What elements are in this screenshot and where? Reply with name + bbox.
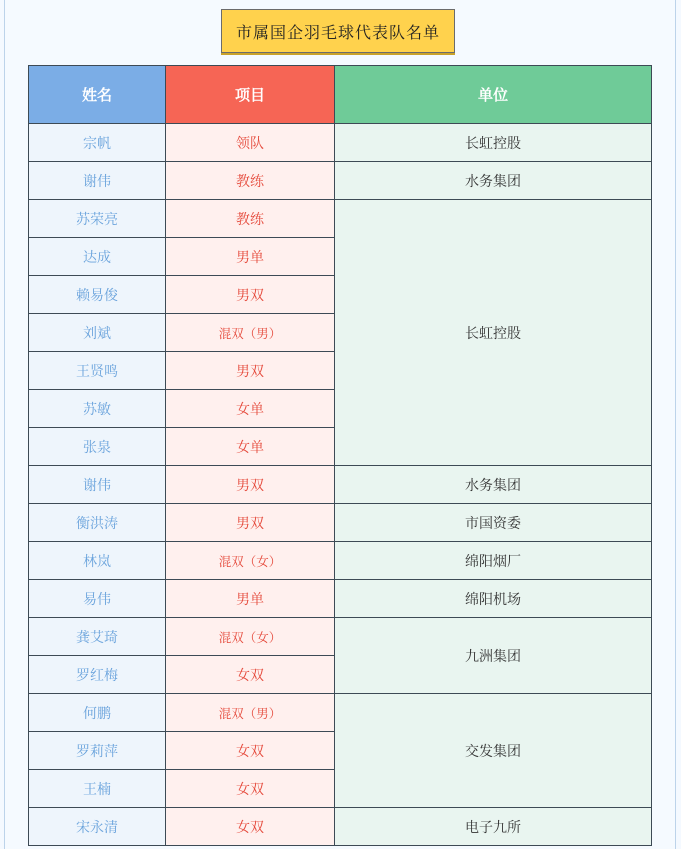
table-row xyxy=(29,162,652,200)
player-name: 张泉 xyxy=(29,428,166,466)
player-name: 王楠 xyxy=(29,770,166,808)
player-unit: 水务集团 xyxy=(335,466,652,504)
table-row xyxy=(29,542,652,580)
player-name: 罗莉萍 xyxy=(29,732,166,770)
player-name: 易伟 xyxy=(29,580,166,618)
player-event: 女单 xyxy=(166,428,335,466)
player-event: 领队 xyxy=(166,124,335,162)
player-event: 教练 xyxy=(166,162,335,200)
roster-title: 市属国企羽毛球代表队名单 xyxy=(221,9,455,53)
player-event: 男单 xyxy=(166,238,335,276)
player-event: 男单 xyxy=(166,580,335,618)
player-name: 苏敏 xyxy=(29,390,166,428)
player-unit: 长虹控股 xyxy=(335,200,652,466)
player-event: 男双 xyxy=(166,504,335,542)
player-event: 男双 xyxy=(166,352,335,390)
player-event: 混双（男） xyxy=(166,314,335,352)
player-unit: 电子九所 xyxy=(335,808,652,846)
player-unit: 交发集团 xyxy=(335,694,652,808)
table-row xyxy=(29,504,652,542)
player-name: 龚艾琦 xyxy=(29,618,166,656)
player-name: 宋永清 xyxy=(29,808,166,846)
player-name: 谢伟 xyxy=(29,466,166,504)
header-unit: 单位 xyxy=(335,66,652,124)
player-unit: 长虹控股 xyxy=(335,124,652,162)
table-row xyxy=(29,200,652,238)
player-event: 女单 xyxy=(166,390,335,428)
player-name: 林岚 xyxy=(29,542,166,580)
player-unit: 绵阳烟厂 xyxy=(335,542,652,580)
player-name: 罗红梅 xyxy=(29,656,166,694)
player-event: 男双 xyxy=(166,276,335,314)
player-event: 女双 xyxy=(166,770,335,808)
player-name: 达成 xyxy=(29,238,166,276)
table-row xyxy=(29,618,652,656)
player-unit: 市国资委 xyxy=(335,504,652,542)
table-header-row xyxy=(29,66,652,124)
player-event: 教练 xyxy=(166,200,335,238)
player-name: 王贤鸣 xyxy=(29,352,166,390)
player-name: 刘斌 xyxy=(29,314,166,352)
player-unit: 绵阳机场 xyxy=(335,580,652,618)
table-row xyxy=(29,694,652,732)
roster-table xyxy=(28,65,652,846)
player-event: 混双（女） xyxy=(166,542,335,580)
player-name: 何鹏 xyxy=(29,694,166,732)
table-row xyxy=(29,808,652,846)
player-unit: 水务集团 xyxy=(335,162,652,200)
player-event: 女双 xyxy=(166,656,335,694)
player-event: 男双 xyxy=(166,466,335,504)
table-row xyxy=(29,466,652,504)
player-name: 衡洪涛 xyxy=(29,504,166,542)
header-event: 项目 xyxy=(166,66,335,124)
player-name: 谢伟 xyxy=(29,162,166,200)
player-name: 苏荣亮 xyxy=(29,200,166,238)
player-name: 赖易俊 xyxy=(29,276,166,314)
player-unit: 九洲集团 xyxy=(335,618,652,694)
header-name: 姓名 xyxy=(29,66,166,124)
table-row xyxy=(29,124,652,162)
table-row xyxy=(29,580,652,618)
player-event: 女双 xyxy=(166,732,335,770)
player-event: 混双（女） xyxy=(166,618,335,656)
player-name: 宗帆 xyxy=(29,124,166,162)
player-event: 混双（男） xyxy=(166,694,335,732)
player-event: 女双 xyxy=(166,808,335,846)
